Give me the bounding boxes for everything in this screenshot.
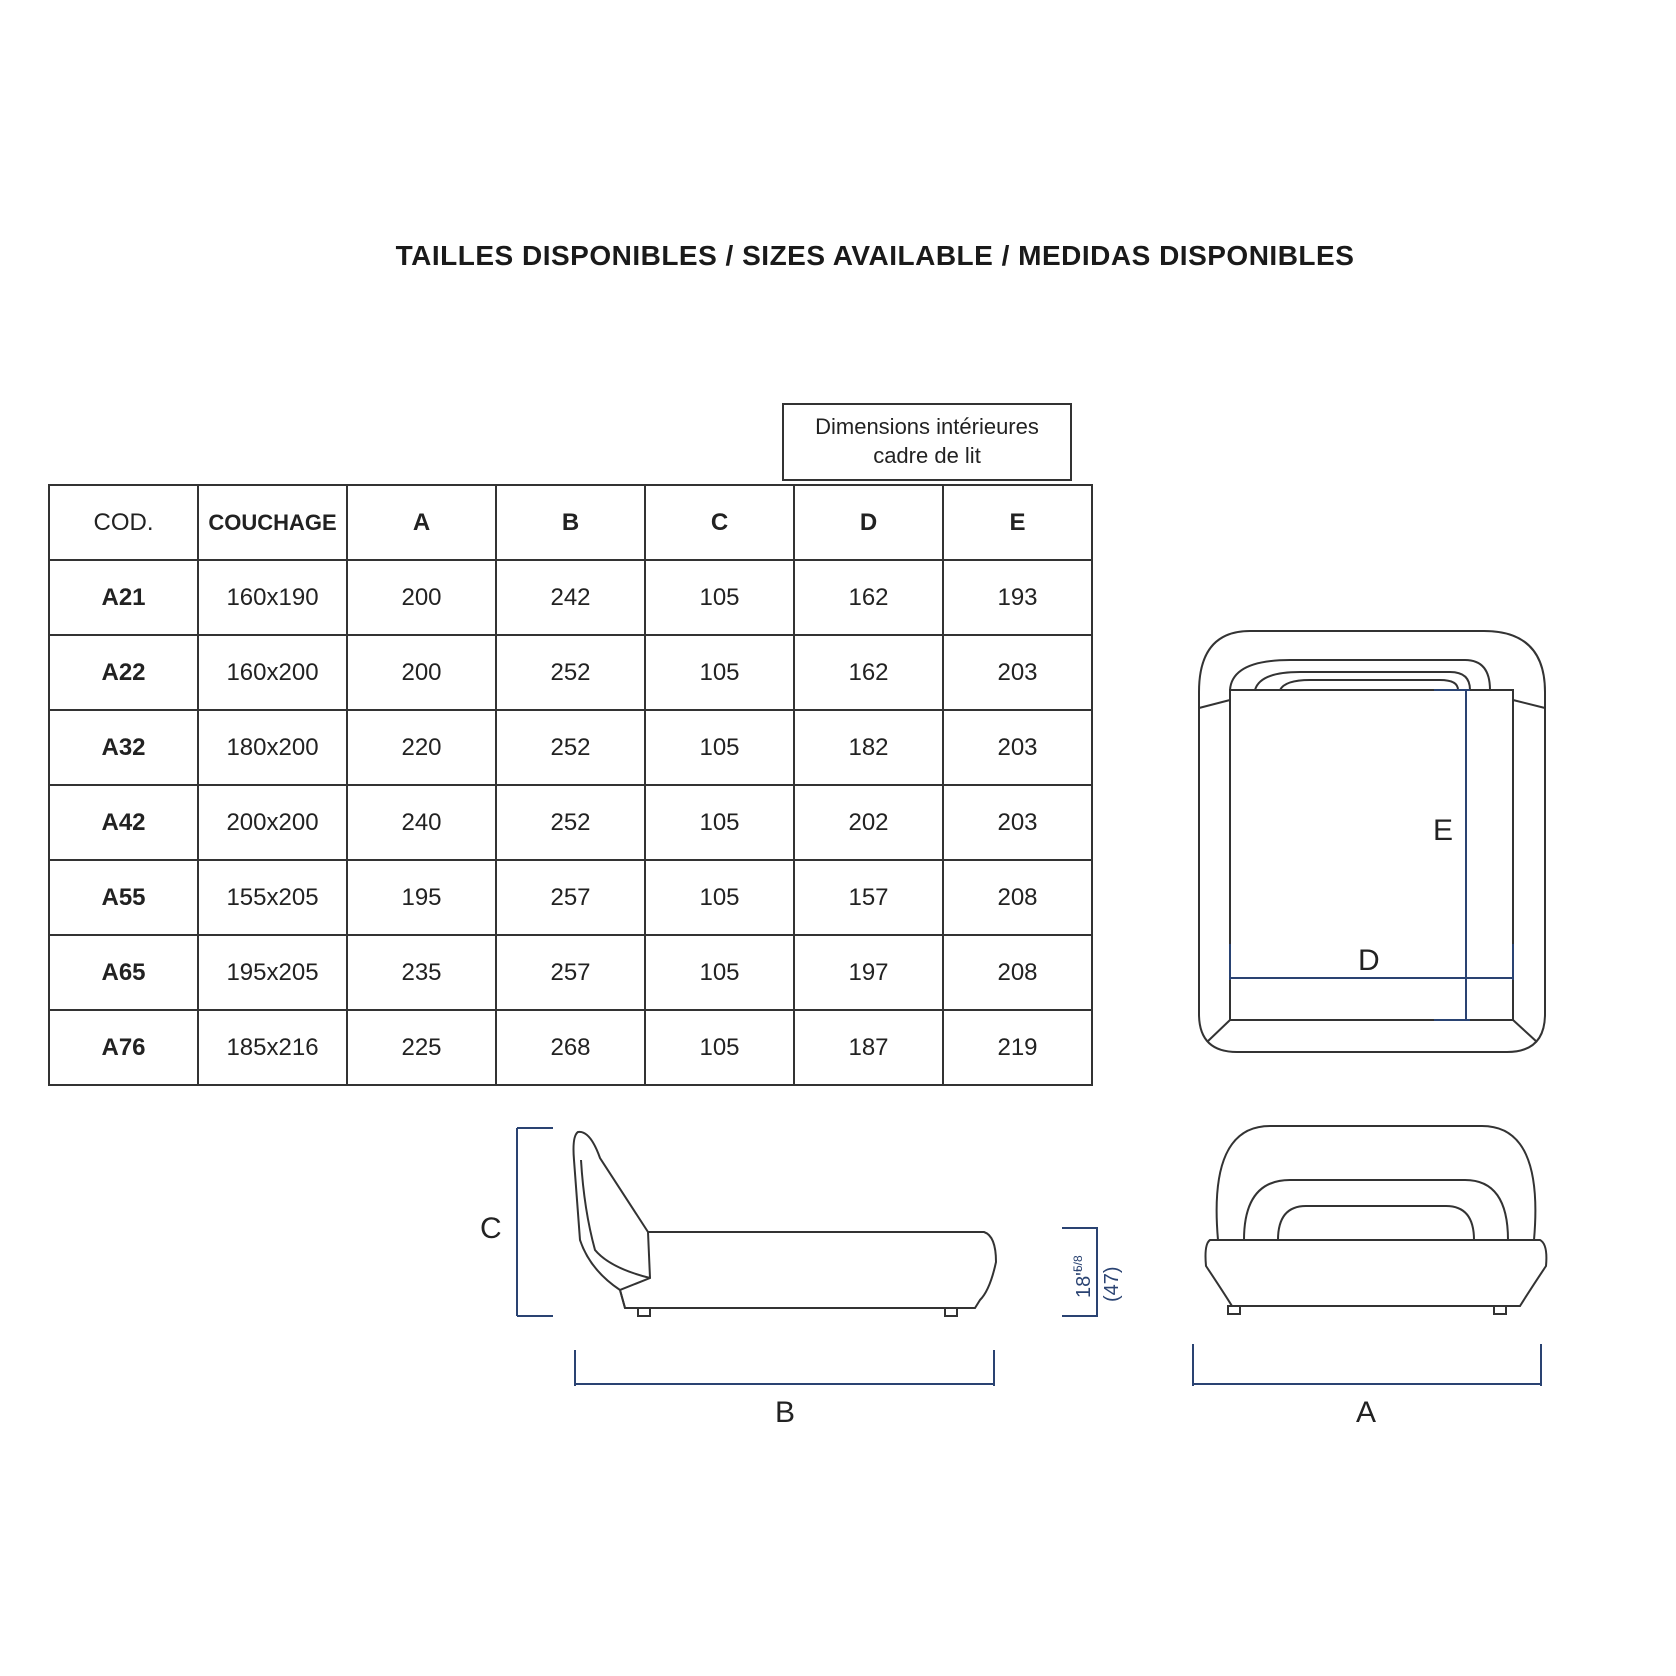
cell-code: A55 — [49, 860, 198, 935]
headboard-cushion-inner — [1280, 680, 1458, 690]
cell-b: 257 — [496, 935, 645, 1010]
cell-e: 208 — [943, 860, 1092, 935]
front-headboard-outer — [1217, 1126, 1536, 1240]
label-height-fraction: 5/8 — [1071, 1255, 1085, 1272]
cell-code: A21 — [49, 560, 198, 635]
cell-couchage: 155x205 — [198, 860, 347, 935]
header-couchage: COUCHAGE — [198, 485, 347, 560]
cell-a: 225 — [347, 1010, 496, 1085]
cell-b: 257 — [496, 860, 645, 935]
cell-e: 203 — [943, 710, 1092, 785]
interior-header-line1: Dimensions intérieures — [815, 414, 1039, 439]
cell-e: 193 — [943, 560, 1092, 635]
cell-b: 252 — [496, 635, 645, 710]
front-base — [1206, 1240, 1547, 1306]
cell-a: 235 — [347, 935, 496, 1010]
foot-corner-right — [1513, 1020, 1537, 1042]
header-e: E — [943, 485, 1092, 560]
label-a: A — [1356, 1396, 1377, 1429]
label-c: C — [480, 1212, 502, 1245]
header-cod: COD. — [49, 485, 198, 560]
cell-d: 162 — [794, 635, 943, 710]
side-view-dimensions — [517, 1128, 1098, 1386]
cell-a: 220 — [347, 710, 496, 785]
cell-code: A76 — [49, 1010, 198, 1085]
cell-c: 105 — [645, 560, 794, 635]
side-foot-left — [638, 1308, 650, 1316]
header-d: D — [794, 485, 943, 560]
foot-corner-left — [1207, 1020, 1230, 1042]
cell-couchage: 200x200 — [198, 785, 347, 860]
page-title: TAILLES DISPONIBLES / SIZES AVAILABLE / MEDIDAS DISPONIBLES — [395, 240, 1355, 271]
header-a: A — [347, 485, 496, 560]
cell-d: 162 — [794, 560, 943, 635]
side-foot-right — [945, 1308, 957, 1316]
cell-b: 242 — [496, 560, 645, 635]
cell-d: 187 — [794, 1010, 943, 1085]
cell-code: A42 — [49, 785, 198, 860]
cell-c: 105 — [645, 635, 794, 710]
header-c: C — [645, 485, 794, 560]
cell-c: 105 — [645, 860, 794, 935]
cell-couchage: 185x216 — [198, 1010, 347, 1085]
header-b: B — [496, 485, 645, 560]
cell-e: 203 — [943, 635, 1092, 710]
headboard-cushion-outer — [1230, 660, 1490, 690]
cell-a: 200 — [347, 560, 496, 635]
cell-couchage: 180x200 — [198, 710, 347, 785]
cell-e: 208 — [943, 935, 1092, 1010]
cell-couchage: 195x205 — [198, 935, 347, 1010]
label-b: B — [775, 1396, 796, 1429]
bed-front-view — [1206, 1126, 1547, 1314]
top-view-outline — [1199, 631, 1545, 1052]
label-d: D — [1358, 944, 1380, 977]
bed-side-view — [574, 1132, 997, 1316]
cell-c: 105 — [645, 785, 794, 860]
cell-d: 157 — [794, 860, 943, 935]
cell-code: A65 — [49, 935, 198, 1010]
cell-a: 200 — [347, 635, 496, 710]
side-base — [620, 1232, 996, 1308]
front-headboard-mid — [1244, 1180, 1508, 1240]
front-foot-left — [1228, 1306, 1240, 1314]
cell-d: 202 — [794, 785, 943, 860]
cell-c: 105 — [645, 935, 794, 1010]
front-view-dimensions — [1193, 1344, 1541, 1386]
label-height-cm: (47) — [1101, 1266, 1123, 1302]
cell-b: 252 — [496, 785, 645, 860]
cell-d: 182 — [794, 710, 943, 785]
cell-e: 203 — [943, 785, 1092, 860]
cell-code: A22 — [49, 635, 198, 710]
headboard-shoulder-right — [1513, 700, 1545, 708]
cell-couchage: 160x190 — [198, 560, 347, 635]
front-headboard-inner — [1278, 1206, 1474, 1240]
cell-c: 105 — [645, 1010, 794, 1085]
cell-code: A32 — [49, 710, 198, 785]
cell-b: 252 — [496, 710, 645, 785]
headboard-shoulder-left — [1199, 700, 1230, 708]
interior-header-line2: cadre de lit — [873, 443, 981, 468]
cell-c: 105 — [645, 710, 794, 785]
front-foot-right — [1494, 1306, 1506, 1314]
cell-couchage: 160x200 — [198, 635, 347, 710]
label-height-inches: 18" — [1073, 1268, 1095, 1298]
cell-e: 219 — [943, 1010, 1092, 1085]
cell-d: 197 — [794, 935, 943, 1010]
label-e: E — [1433, 814, 1454, 847]
cell-b: 268 — [496, 1010, 645, 1085]
side-headboard — [574, 1132, 649, 1308]
cell-a: 240 — [347, 785, 496, 860]
cell-a: 195 — [347, 860, 496, 935]
bed-top-view — [1199, 631, 1545, 1052]
